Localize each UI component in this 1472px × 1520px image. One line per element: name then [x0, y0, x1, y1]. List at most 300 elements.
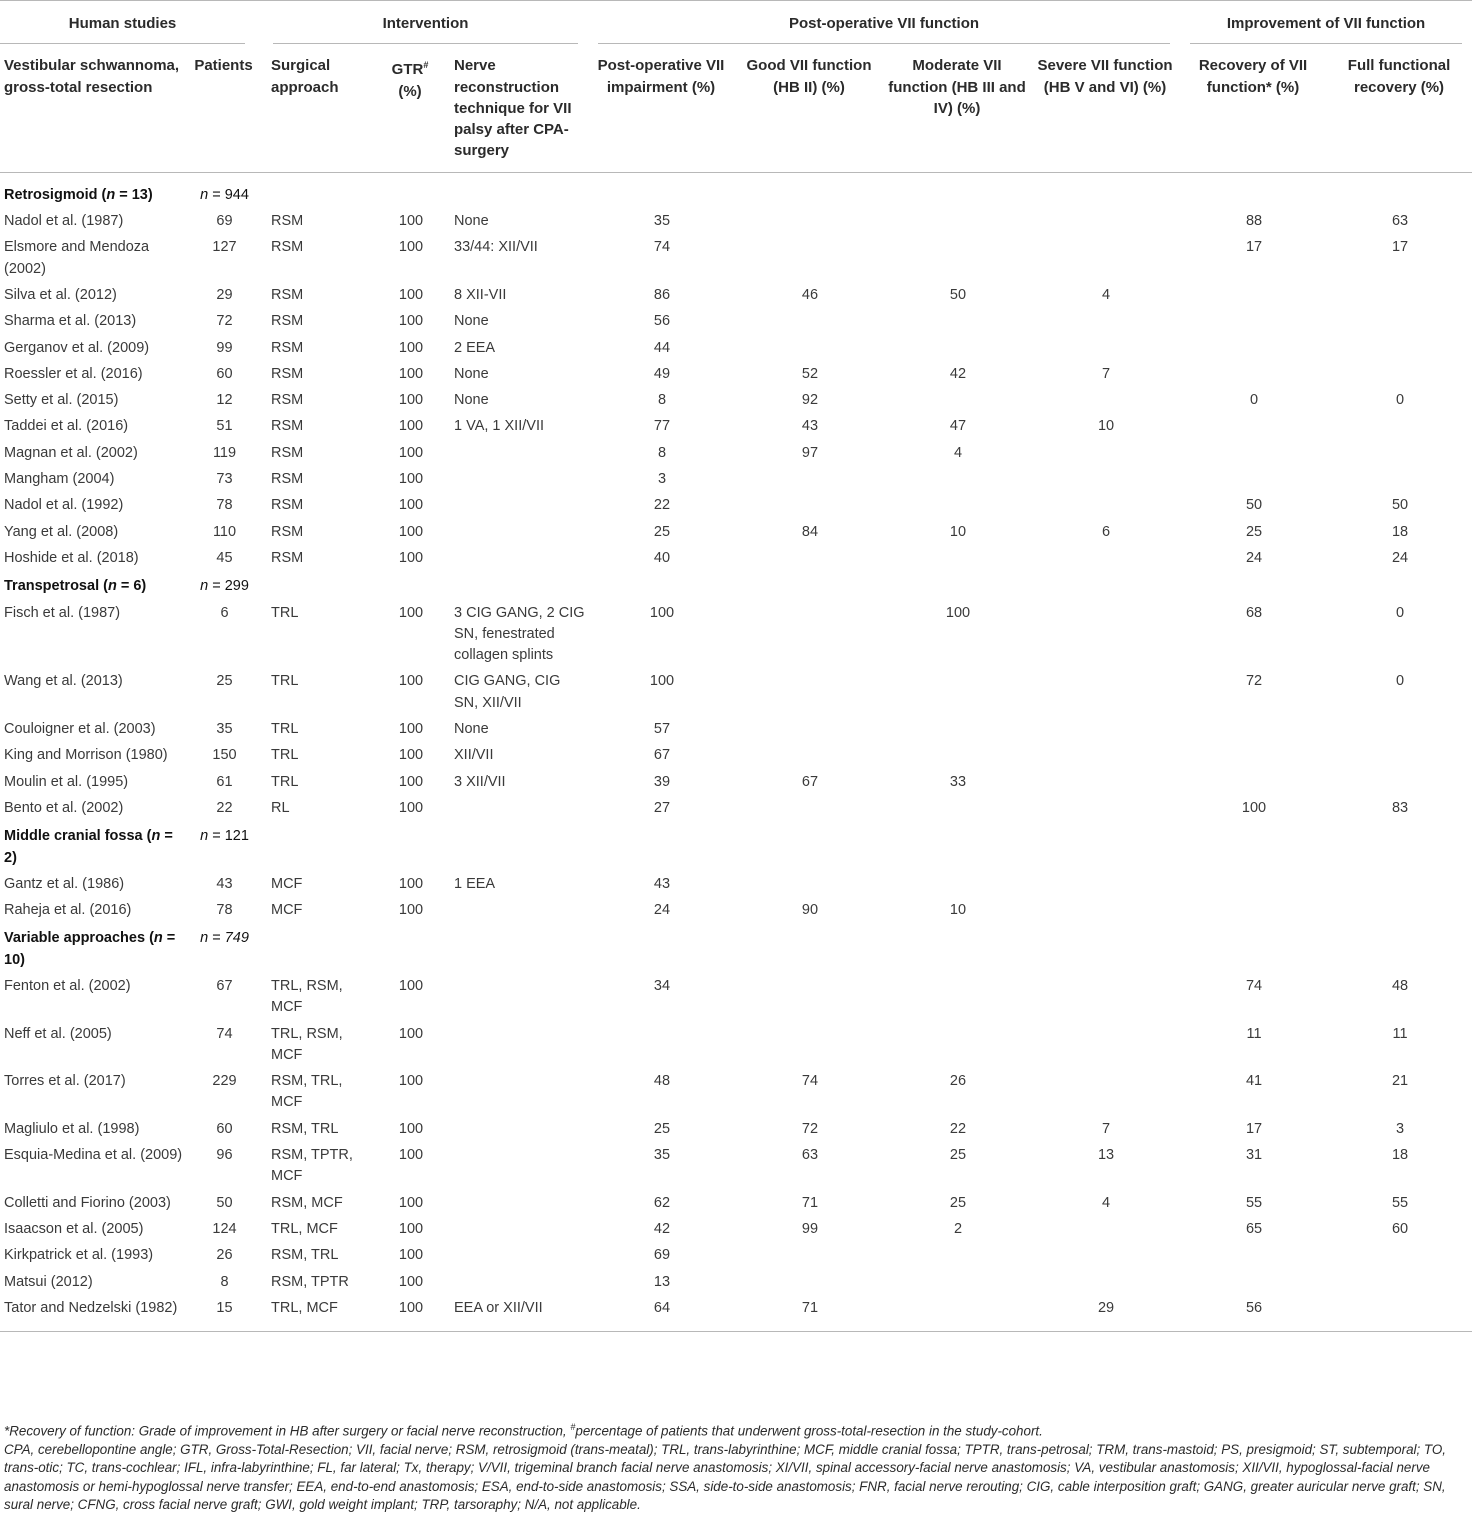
full-recovery-percent — [1328, 717, 1472, 743]
gtr-percent: 100 — [398, 497, 424, 514]
surgical-approach: MCF — [271, 875, 303, 892]
reconstruction-technique: XII/VII — [454, 747, 494, 764]
surgical-approach: RSM — [271, 444, 304, 461]
table-row — [0, 1069, 1472, 1117]
full-recovery-percent — [1328, 898, 1472, 924]
full-recovery-percent: 55 — [1391, 1194, 1409, 1211]
postop-impairment — [588, 1022, 736, 1070]
section-header-row — [0, 172, 1472, 209]
patients: 26 — [216, 1247, 233, 1264]
section-filler — [263, 924, 1472, 974]
good-function — [736, 796, 884, 822]
moderate-function — [884, 796, 1032, 822]
table-row — [0, 1191, 1472, 1217]
gtr-percent: 100 — [398, 747, 424, 764]
table-row — [0, 872, 1472, 898]
moderate-function — [884, 872, 1032, 898]
good-function — [736, 743, 884, 769]
patients: 61 — [216, 773, 233, 790]
section-total-n: n = 944 — [200, 186, 249, 203]
col-moderate: Moderate VII function (HB III and IV) (%) — [884, 52, 1032, 172]
study-name: Raheja et al. (2016) — [4, 902, 132, 919]
gtr-percent: 100 — [398, 1147, 424, 1164]
postop-impairment: 8 — [657, 392, 667, 409]
table-row — [0, 209, 1472, 235]
study-name: Matsui (2012) — [4, 1273, 93, 1290]
table-row — [0, 362, 1472, 388]
patients: 96 — [216, 1147, 233, 1164]
good-function — [736, 493, 884, 519]
postop-impairment: 77 — [653, 418, 671, 435]
section-header-row — [0, 822, 1472, 872]
gtr-percent: 100 — [398, 1247, 424, 1264]
moderate-function — [884, 209, 1032, 235]
group-header-row — [0, 1, 1472, 53]
surgical-approach: RSM — [271, 471, 304, 488]
study-name: Magliulo et al. (1998) — [4, 1120, 140, 1137]
severe-function — [1032, 1022, 1180, 1070]
severe-function — [1032, 898, 1180, 924]
table-row — [0, 493, 1472, 519]
postop-impairment: 25 — [653, 1120, 671, 1137]
recovery-percent: 41 — [1245, 1073, 1263, 1090]
surgical-approach: RL — [271, 799, 290, 816]
surgical-approach: RSM — [271, 365, 304, 382]
recovery-percent: 74 — [1245, 977, 1263, 994]
gtr-percent: 100 — [398, 604, 424, 621]
postop-impairment: 100 — [649, 673, 675, 690]
table-row — [0, 1296, 1472, 1332]
patients: 43 — [216, 875, 233, 892]
good-function — [736, 209, 884, 235]
postop-impairment: 74 — [653, 239, 671, 256]
full-recovery-percent — [1328, 283, 1472, 309]
table-row — [0, 601, 1472, 670]
severe-function — [1032, 743, 1180, 769]
table-row — [0, 1217, 1472, 1243]
study-name: Neff et al. (2005) — [4, 1025, 112, 1042]
severe-function — [1032, 388, 1180, 414]
postop-impairment: 57 — [653, 721, 671, 738]
reconstruction-technique: 1 VA, 1 XII/VII — [454, 418, 544, 435]
table-row — [0, 770, 1472, 796]
table-row — [0, 669, 1472, 717]
reconstruction-technique: EEA or XII/VII — [448, 1296, 588, 1332]
severe-function — [1032, 974, 1180, 1022]
section-title: Variable approaches (n = 10) — [4, 930, 176, 968]
reconstruction-technique: None — [454, 721, 489, 738]
severe-function: 10 — [1097, 418, 1115, 435]
gtr-percent: 100 — [398, 721, 424, 738]
severe-function — [1032, 546, 1180, 572]
patients: 78 — [216, 497, 233, 514]
group-intervention: Intervention — [263, 1, 588, 53]
surgical-approach: TRL — [271, 721, 299, 738]
recovery-percent: 17 — [1245, 1120, 1263, 1137]
severe-function: 4 — [1101, 286, 1111, 303]
patients: 50 — [216, 1194, 233, 1211]
patients: 51 — [216, 418, 233, 435]
recovery-percent: 55 — [1245, 1194, 1263, 1211]
gtr-percent: 100 — [398, 286, 424, 303]
full-recovery-percent: 0 — [1395, 604, 1405, 621]
study-name: Couloigner et al. (2003) — [4, 721, 156, 738]
surgical-approach: TRL, RSM, MCF — [271, 977, 343, 1016]
recovery-percent — [1180, 283, 1328, 309]
study-name: Hoshide et al. (2018) — [4, 549, 139, 566]
severe-function — [1032, 1270, 1180, 1296]
moderate-function — [884, 1243, 1032, 1269]
severe-function: 13 — [1097, 1147, 1115, 1164]
reconstruction-technique — [448, 1143, 588, 1191]
severe-function — [1032, 601, 1180, 670]
gtr-percent: 100 — [398, 875, 424, 892]
moderate-function — [884, 336, 1032, 362]
reconstruction-technique — [448, 898, 588, 924]
patients: 119 — [212, 444, 237, 461]
reconstruction-technique: None — [454, 213, 489, 230]
study-name: Fenton et al. (2002) — [4, 977, 131, 994]
table-row — [0, 414, 1472, 440]
reconstruction-technique — [448, 1270, 588, 1296]
footnote-abbreviations: CPA, cerebellopontine angle; GTR, Gross-Total-Resection; VII, facial nerve; RSM, retrosigmoid (trans-meatal); TRL, trans-labyrinthine; MCF, middle cranial fossa; TPTR, trans-petrosal; TRM, trans-mastoid; PS, presigmoid; ST, subtemporal; TO, trans-otic; TC, trans-cochlear; IFL, infra-labyrinthine; FL, far lateral; Tx, therapy; V/VII, trigeminal branch facial nerve anastomosis; XI/VII, spinal accessory-facial nerve anastomosis; VA, vestibular anastomosis; XII/VII, hypoglossal-facial nerve anastomosis or hemi-hypoglossal nerve transfer; EEA, end-to-end anastomosis; ESA, end-to-side anastomosis; SSA, side-to-side anastomosis; FNR, facial nerve rerouting; CIG, cable interposition graft; GANG, greater auricular nerve graft; SN, sural nerve; CFNG, cross facial nerve graft; GWI, gold weight implant; TRP, tarsoraphy; N/A, not applicable. — [4, 1441, 1447, 1513]
recovery-percent: 31 — [1245, 1147, 1263, 1164]
gtr-percent: 100 — [398, 1073, 424, 1090]
postop-impairment: 44 — [653, 339, 671, 356]
study-name: King and Morrison (1980) — [4, 747, 168, 764]
reconstruction-technique: 1 EEA — [454, 875, 496, 892]
severe-function — [1032, 235, 1180, 283]
recovery-percent: 25 — [1245, 523, 1263, 540]
severe-function — [1032, 796, 1180, 822]
postop-impairment: 13 — [653, 1273, 671, 1290]
full-recovery-percent: 63 — [1391, 213, 1409, 230]
table-row — [0, 309, 1472, 335]
table-row — [0, 1270, 1472, 1296]
surgical-approach: RSM — [271, 497, 304, 514]
severe-function — [1032, 1243, 1180, 1269]
severe-function — [1032, 441, 1180, 467]
table-row — [0, 1243, 1472, 1269]
patients: 69 — [216, 213, 233, 230]
surgical-approach: RSM — [271, 286, 304, 303]
reconstruction-technique — [448, 974, 588, 1022]
recovery-percent — [1180, 309, 1328, 335]
postop-impairment: 100 — [649, 604, 675, 621]
severe-function: 7 — [1101, 1120, 1111, 1137]
recovery-percent — [1180, 1243, 1328, 1269]
surgical-approach: RSM, MCF — [271, 1194, 343, 1211]
surgical-approach: RSM — [271, 418, 304, 435]
gtr-percent: 100 — [398, 1273, 424, 1290]
severe-function: 4 — [1101, 1194, 1111, 1211]
patients: 99 — [216, 339, 233, 356]
moderate-function — [884, 1296, 1032, 1332]
table-row — [0, 467, 1472, 493]
postop-impairment: 48 — [653, 1073, 671, 1090]
full-recovery-percent: 0 — [1395, 392, 1405, 409]
full-recovery-percent: 83 — [1391, 799, 1409, 816]
full-recovery-percent: 0 — [1395, 673, 1405, 690]
postop-impairment: 34 — [653, 977, 671, 994]
recovery-percent: 50 — [1245, 497, 1263, 514]
surgical-approach: RSM, TPTR — [271, 1273, 349, 1290]
table-row — [0, 796, 1472, 822]
good-function: 97 — [801, 444, 819, 461]
moderate-function — [884, 1022, 1032, 1070]
moderate-function: 50 — [949, 286, 967, 303]
reconstruction-technique — [448, 1022, 588, 1070]
severe-function — [1032, 770, 1180, 796]
gtr-percent: 100 — [398, 523, 424, 540]
surgical-approach: RSM, TPTR, MCF — [271, 1147, 353, 1185]
column-header-row — [0, 52, 1472, 172]
patients: 15 — [186, 1296, 263, 1332]
moderate-function: 10 — [949, 523, 967, 540]
postop-impairment: 56 — [653, 313, 671, 330]
recovery-percent — [1180, 336, 1328, 362]
study-name: Moulin et al. (1995) — [4, 773, 129, 790]
reconstruction-technique: 3 CIG GANG, 2 CIG SN, fenestrated collagen splints — [454, 604, 585, 664]
table-row — [0, 1022, 1472, 1070]
table-row — [0, 717, 1472, 743]
table-row — [0, 974, 1472, 1022]
study-name: Bento et al. (2002) — [4, 799, 124, 816]
patients: 25 — [216, 673, 233, 690]
good-function — [736, 872, 884, 898]
patients: 29 — [216, 286, 233, 303]
recovery-percent — [1180, 872, 1328, 898]
patients: 12 — [216, 392, 233, 409]
patients: 22 — [216, 799, 233, 816]
study-name: Gerganov et al. (2009) — [4, 339, 150, 356]
reconstruction-technique — [448, 467, 588, 493]
postop-impairment: 86 — [653, 286, 671, 303]
moderate-function — [884, 467, 1032, 493]
study-name: Nadol et al. (1987) — [4, 213, 124, 230]
section-filler — [263, 822, 1472, 872]
gtr-percent: 100 — [398, 239, 424, 256]
gtr-percent: 100 — [398, 444, 424, 461]
col-approach: Surgical approach — [263, 52, 374, 172]
study-name: Nadol et al. (1992) — [4, 497, 124, 514]
gtr-percent: 100 — [398, 799, 424, 816]
col-study: Vestibular schwannoma, gross-total resection — [0, 52, 186, 172]
full-recovery-percent: 18 — [1391, 1147, 1409, 1164]
surgical-approach: RSM — [271, 239, 304, 256]
full-recovery-percent — [1328, 1270, 1472, 1296]
good-function: 52 — [801, 365, 819, 382]
surgical-approach: TRL — [271, 773, 299, 790]
full-recovery-percent: 21 — [1391, 1073, 1409, 1090]
gtr-percent: 100 — [398, 365, 424, 382]
reconstruction-technique: 3 XII/VII — [454, 773, 506, 790]
reconstruction-technique: CIG GANG, CIG SN, XII/VII — [454, 673, 561, 711]
good-function: 71 — [736, 1296, 884, 1332]
recovery-percent — [1180, 414, 1328, 440]
recovery-percent: 65 — [1245, 1220, 1263, 1237]
gtr-percent: 100 — [398, 1025, 424, 1042]
full-recovery-percent — [1328, 1296, 1472, 1332]
good-function: 71 — [801, 1194, 819, 1211]
recovery-percent: 68 — [1245, 604, 1263, 621]
gtr-percent: 100 — [398, 1120, 424, 1137]
study-name: Gantz et al. (1986) — [4, 875, 125, 892]
moderate-function: 25 — [949, 1194, 967, 1211]
study-name: Wang et al. (2013) — [4, 673, 123, 690]
section-filler — [263, 172, 1472, 209]
section-title: Retrosigmoid (n = 13) — [4, 186, 153, 203]
surgical-approach: TRL — [271, 604, 299, 621]
recovery-percent: 100 — [1241, 799, 1267, 816]
study-name: Kirkpatrick et al. (1993) — [4, 1247, 154, 1264]
section-total-n: n = 749 — [200, 930, 249, 947]
surgical-approach: MCF — [271, 902, 303, 919]
moderate-function — [884, 717, 1032, 743]
severe-function — [1032, 717, 1180, 743]
postop-impairment: 22 — [653, 497, 671, 514]
moderate-function: 10 — [949, 902, 967, 919]
good-function — [736, 974, 884, 1022]
moderate-function — [884, 493, 1032, 519]
patients: 60 — [216, 1120, 233, 1137]
severe-function — [1032, 669, 1180, 717]
good-function: 43 — [801, 418, 819, 435]
patients: 35 — [216, 721, 233, 738]
recovery-percent: 17 — [1245, 239, 1263, 256]
good-function — [736, 309, 884, 335]
moderate-function: 22 — [949, 1120, 967, 1137]
table-row — [0, 1117, 1472, 1143]
table-row — [0, 336, 1472, 362]
full-recovery-percent — [1328, 441, 1472, 467]
moderate-function: 47 — [949, 418, 967, 435]
severe-function: 29 — [1032, 1296, 1180, 1332]
good-function: 72 — [801, 1120, 819, 1137]
col-impairment: Post-operative VII impairment (%) — [588, 52, 736, 172]
reconstruction-technique: None — [454, 313, 489, 330]
full-recovery-percent — [1328, 872, 1472, 898]
section-header-row — [0, 924, 1472, 974]
moderate-function: 2 — [953, 1220, 963, 1237]
postop-impairment: 24 — [653, 902, 671, 919]
good-function: 74 — [801, 1073, 819, 1090]
table-row — [0, 520, 1472, 546]
recovery-percent: 0 — [1249, 392, 1259, 409]
surgical-approach: RSM — [271, 339, 304, 356]
study-name: Elsmore and Mendoza (2002) — [4, 239, 150, 277]
reconstruction-technique — [448, 520, 588, 546]
good-function: 67 — [801, 773, 819, 790]
reconstruction-technique — [448, 1191, 588, 1217]
full-recovery-percent: 3 — [1395, 1120, 1405, 1137]
good-function: 92 — [801, 392, 819, 409]
postop-impairment: 39 — [653, 773, 671, 790]
section-title: Middle cranial fossa (n = 2) — [4, 828, 173, 866]
good-function — [736, 467, 884, 493]
table-body — [0, 172, 1472, 1331]
study-name: Mangham (2004) — [4, 471, 115, 488]
reconstruction-technique — [448, 1217, 588, 1243]
patients: 127 — [212, 239, 237, 256]
table-row — [0, 388, 1472, 414]
severe-function: 7 — [1101, 365, 1111, 382]
group-human-studies: Human studies — [0, 1, 263, 53]
full-recovery-percent — [1328, 414, 1472, 440]
study-name: Isaacson et al. (2005) — [4, 1220, 144, 1237]
full-recovery-percent — [1328, 770, 1472, 796]
good-function — [736, 1022, 884, 1070]
patients: 6 — [220, 604, 229, 621]
moderate-function — [884, 669, 1032, 717]
full-recovery-percent — [1328, 309, 1472, 335]
gtr-percent: 100 — [398, 902, 424, 919]
table-row — [0, 898, 1472, 924]
footnote-recovery: *Recovery of function: Grade of improvement in HB after surgery or facial nerve reconstruction, #percentage of patients that underwent gross-total-resection in the study-cohort. — [4, 1422, 1043, 1439]
severe-function — [1032, 467, 1180, 493]
reconstruction-technique — [448, 1243, 588, 1269]
surgical-approach: RSM, TRL — [271, 1247, 339, 1264]
recovery-percent: 88 — [1245, 213, 1263, 230]
severe-function — [1032, 493, 1180, 519]
section-total-n: n = 121 — [200, 828, 249, 845]
moderate-function: 42 — [949, 365, 967, 382]
gtr-percent: 100 — [398, 418, 424, 435]
study-name: Silva et al. (2012) — [4, 286, 117, 303]
col-gtr: GTR# (%) — [374, 52, 448, 172]
table-row — [0, 1143, 1472, 1191]
moderate-function: 25 — [949, 1147, 967, 1164]
study-name: Esquia-Medina et al. (2009) — [4, 1147, 183, 1164]
surgical-approach: TRL, RSM, MCF — [271, 1025, 343, 1063]
moderate-function — [884, 388, 1032, 414]
postop-impairment: 25 — [653, 523, 671, 540]
group-postop-function: Post-operative VII function — [588, 1, 1180, 53]
patients: 229 — [212, 1073, 237, 1090]
col-patients: Patients — [186, 52, 263, 172]
surgical-approach: TRL, MCF — [263, 1296, 374, 1332]
full-recovery-percent — [1328, 362, 1472, 388]
postop-impairment: 49 — [653, 365, 671, 382]
col-severe: Severe VII function (HB V and VI) (%) — [1032, 52, 1180, 172]
group-improvement: Improvement of VII function — [1180, 1, 1472, 53]
patients: 124 — [212, 1220, 237, 1237]
patients: 60 — [216, 365, 233, 382]
postop-impairment: 40 — [653, 549, 671, 566]
reconstruction-technique: None — [454, 392, 489, 409]
table-row — [0, 546, 1472, 572]
study-name: Sharma et al. (2013) — [4, 313, 137, 330]
good-function: 63 — [801, 1147, 819, 1164]
surgical-approach: RSM — [271, 523, 304, 540]
surgical-approach: TRL — [271, 747, 299, 764]
col-good: Good VII function (HB II) (%) — [736, 52, 884, 172]
reconstruction-technique — [448, 1117, 588, 1143]
recovery-percent: 72 — [1245, 673, 1263, 690]
reconstruction-technique: 33/44: XII/VII — [454, 239, 538, 256]
moderate-function: 33 — [949, 773, 967, 790]
patients: 150 — [212, 747, 237, 764]
patients: 8 — [220, 1273, 229, 1290]
surgical-approach: RSM — [271, 213, 304, 230]
study-name: Colletti and Fiorino (2003) — [4, 1194, 171, 1211]
surgical-approach: RSM, TRL, MCF — [271, 1073, 343, 1111]
moderate-function: 4 — [953, 444, 963, 461]
study-name: Tator and Nedzelski (1982) — [0, 1296, 186, 1332]
surgical-approach: RSM — [271, 313, 304, 330]
good-function — [736, 235, 884, 283]
recovery-percent — [1180, 898, 1328, 924]
